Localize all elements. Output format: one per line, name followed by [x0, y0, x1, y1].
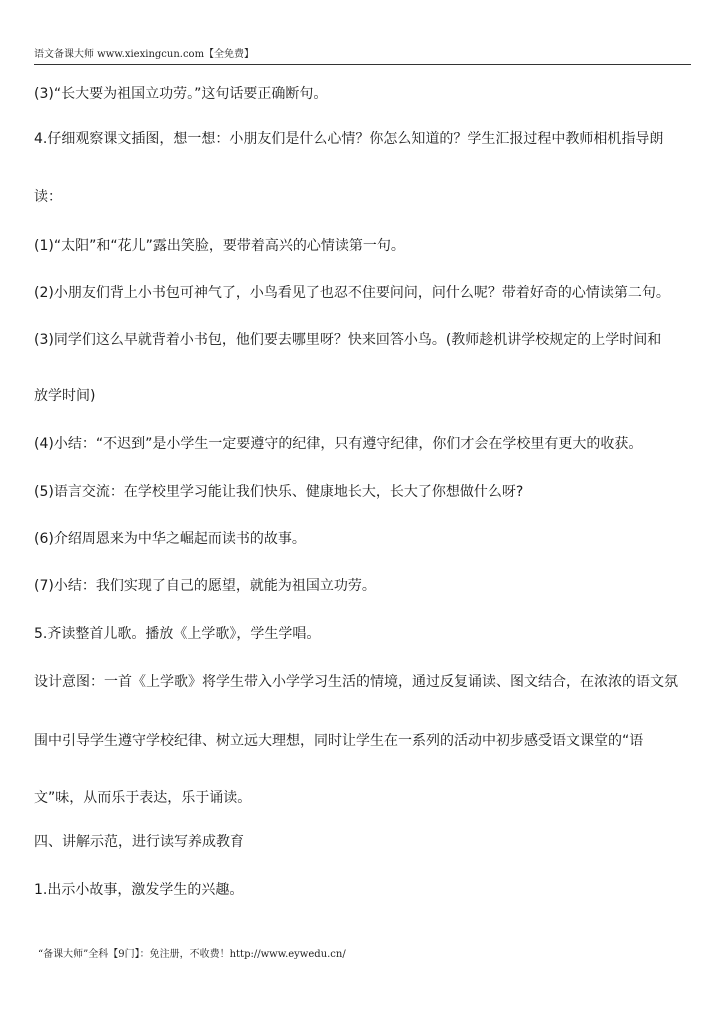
paragraph-line: 1.出示小故事，激发学生的兴趣。 [34, 882, 244, 898]
paragraph-line: (7)小结：我们实现了自己的愿望，就能为祖国立功劳。 [34, 578, 376, 594]
paragraph-line: (5)语言交流：在学校里学习能让我们快乐、健康地长大，长大了你想做什么呀? [34, 484, 524, 500]
paragraph-line: 5.齐读整首儿歌。播放《上学歌》，学生学唱。 [34, 626, 321, 642]
paragraph-line: 设计意图：一首《上学歌》将学生带入小学学习生活的情境，通过反复诵读、图文结合，在浓浓的语文氛 [34, 674, 678, 690]
paragraph-line: (3)“长大要为祖国立功劳。”这句话要正确断句。 [34, 86, 328, 102]
paragraph-line: 围中引导学生遵守学校纪律、树立远大理想，同时让学生在一系列的活动中初步感受语文课堂的“语 [34, 733, 644, 749]
paragraph-line: (3)同学们这么早就背着小书包，他们要去哪里呀？快来回答小鸟。(教师趁机讲学校规定的上学时间和 [34, 332, 662, 348]
paragraph-line: (6)介绍周恩来为中华之崛起而读书的故事。 [34, 531, 306, 547]
page-footer: “备课大师”全科【9门】：免注册，不收费！http://www.eywedu.cn/ [38, 949, 346, 960]
paragraph-line: (2)小朋友们背上小书包可神气了，小鸟看见了也忍不住要问问，问什么呢？带着好奇的心情读第二句。 [34, 285, 670, 301]
paragraph-line: (4)小结：“不迟到”是小学生一定要遵守的纪律，只有遵守纪律，你们才会在学校里有更大的收获。 [34, 436, 643, 452]
paragraph-line: 4.仔细观察课文插图，想一想：小朋友们是什么心情？你怎么知道的？学生汇报过程中教师相机指导朗 [34, 131, 664, 147]
paragraph-line: 放学时间) [34, 388, 96, 404]
paragraph-line: (1)“太阳”和“花儿”露出笑脸，要带着高兴的心情读第一句。 [34, 238, 405, 254]
page-header: 语文备课大师 www.xiexingcun.com【全免费】 [34, 48, 691, 65]
paragraph-line: 读： [34, 189, 62, 205]
section-heading: 四、讲解示范，进行读写养成教育 [34, 834, 244, 850]
paragraph-line: 文”味，从而乐于表达，乐于诵读。 [34, 790, 252, 806]
